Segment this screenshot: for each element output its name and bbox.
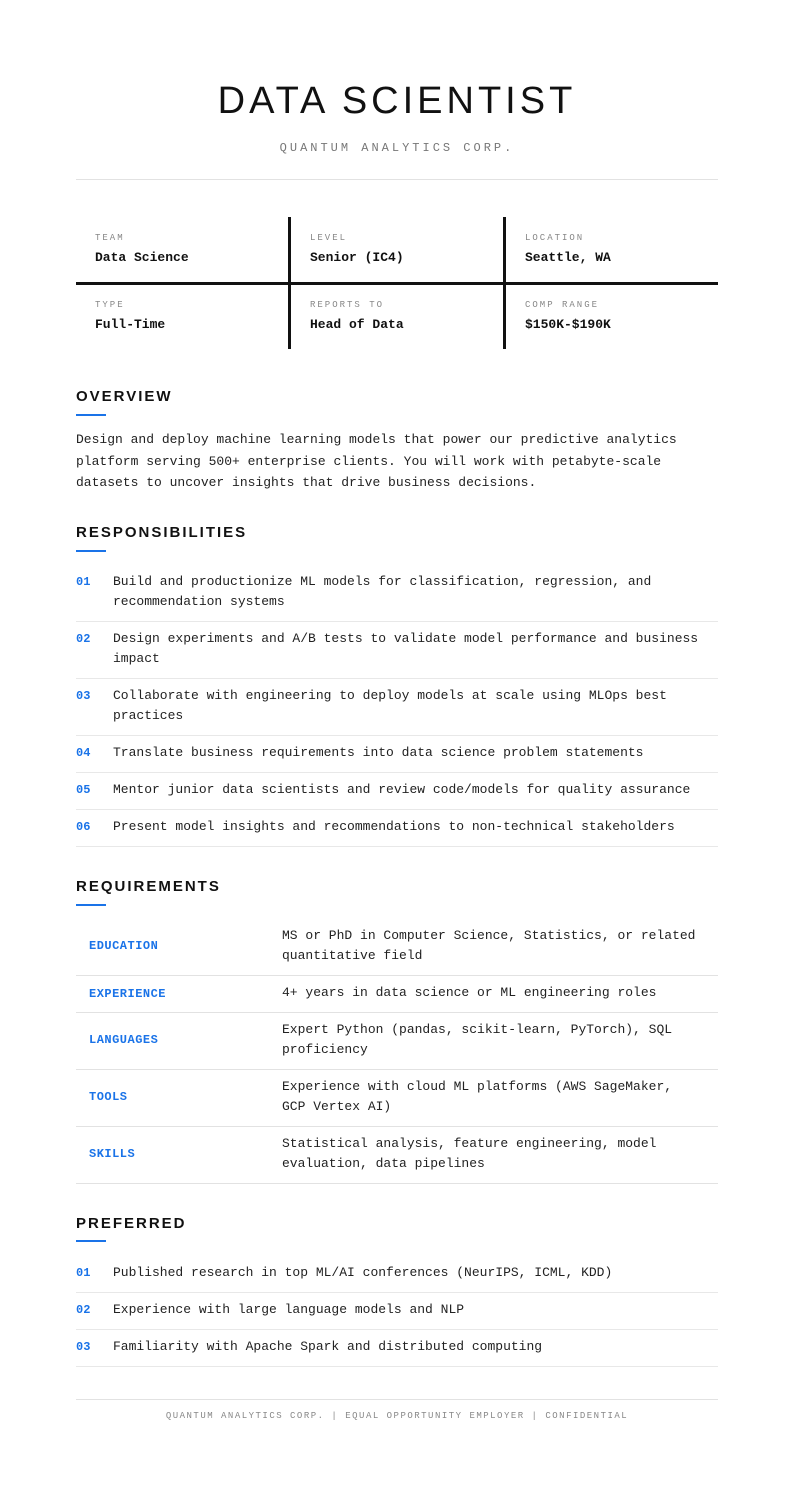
item-number: 06 [76,820,91,834]
preferred-list [76,1256,718,1367]
table-row [76,1013,718,1070]
requirement-key: LANGUAGES [89,1033,159,1047]
meta-reports-to [291,284,505,350]
requirement-value: Experience with cloud ML platforms (AWS SageMaker, GCP Vertex AI) [282,1079,673,1114]
item-text: Published research in top ML/AI conferences (NeurIPS, ICML, KDD) [113,1265,613,1280]
requirement-key: TOOLS [89,1090,128,1104]
list-item [76,1293,718,1330]
section-title-requirements: REQUIREMENTS [76,878,221,895]
item-number: 05 [76,783,91,797]
section-accent-bar [76,550,106,552]
item-text: Translate business requirements into data science problem statements [113,745,644,760]
section-accent-bar [76,904,106,906]
meta-value: Seattle, WA [525,250,611,265]
meta-value: Data Science [95,250,189,265]
item-number: 04 [76,746,91,760]
meta-type [76,284,290,350]
grid-divider-horizontal [76,282,718,285]
list-item [76,736,718,773]
requirement-value: MS or PhD in Computer Science, Statistics, or related quantitative field [282,928,696,963]
item-number: 03 [76,1340,91,1354]
list-item [76,1330,718,1367]
meta-label: REPORTS TO [310,300,385,310]
footer-text: QUANTUM ANALYTICS CORP. | EQUAL OPPORTUNITY EMPLOYER | CONFIDENTIAL [165,1411,629,1421]
item-text: Experience with large language models and NLP [113,1302,465,1317]
footer-divider [76,1399,718,1400]
meta-location [506,217,720,283]
item-number: 01 [76,1266,91,1280]
requirement-value: 4+ years in data science or ML engineering roles [282,985,657,1000]
table-row [76,919,718,976]
table-row [76,1070,718,1127]
item-text: Mentor junior data scientists and review code/models for quality assurance [113,782,691,797]
section-title-overview: OVERVIEW [76,388,173,405]
section-title-responsibilities: RESPONSIBILITIES [76,524,248,541]
table-row [76,1127,718,1184]
job-meta-grid [76,217,718,349]
requirement-value: Expert Python (pandas, scikit-learn, PyTorch), SQL proficiency [282,1022,673,1057]
header-divider [76,179,718,180]
meta-label: TEAM [95,233,125,243]
section-accent-bar [76,414,106,416]
company-name: QUANTUM ANALYTICS CORP. [279,141,515,155]
meta-team [76,217,290,283]
table-row [76,976,718,1013]
meta-level [291,217,505,283]
item-text: Familiarity with Apache Spark and distributed computing [113,1339,543,1354]
item-number: 02 [76,1303,91,1317]
meta-value: Head of Data [310,317,404,332]
requirement-key: EDUCATION [89,939,159,953]
item-text: Design experiments and A/B tests to validate model performance and business impact [113,631,699,666]
meta-value: Full-Time [95,317,166,332]
meta-value: $150K-$190K [525,317,611,332]
requirement-value: Statistical analysis, feature engineering, model evaluation, data pipelines [282,1136,657,1171]
section-title-preferred: PREFERRED [76,1215,187,1232]
item-number: 02 [76,632,91,646]
item-number: 01 [76,575,91,589]
list-item [76,565,718,622]
section-accent-bar [76,1240,106,1242]
list-item [76,679,718,736]
meta-comp-range [506,284,720,350]
requirements-table [76,919,718,1184]
item-number: 03 [76,689,91,703]
list-item [76,773,718,810]
meta-label: COMP RANGE [525,300,600,310]
list-item [76,622,718,679]
overview-text: Design and deploy machine learning models that power our predictive analytics platform serving 500+ enterprise clients. You will work with petabyte-scale datasets to uncover insights that drive business decisions. [76,432,677,490]
responsibilities-list [76,565,718,847]
item-text: Present model insights and recommendations to non-technical stakeholders [113,819,675,834]
meta-label: TYPE [95,300,125,310]
meta-label: LEVEL [310,233,348,243]
requirement-key: SKILLS [89,1147,136,1161]
meta-label: LOCATION [525,233,585,243]
meta-value: Senior (IC4) [310,250,404,265]
page-title: DATA SCIENTIST [217,80,577,122]
list-item [76,1256,718,1293]
item-text: Collaborate with engineering to deploy models at scale using MLOps best practices [113,688,667,723]
item-text: Build and productionize ML models for classification, regression, and recommendation systems [113,574,652,609]
list-item [76,810,718,847]
requirement-key: EXPERIENCE [89,987,167,1001]
